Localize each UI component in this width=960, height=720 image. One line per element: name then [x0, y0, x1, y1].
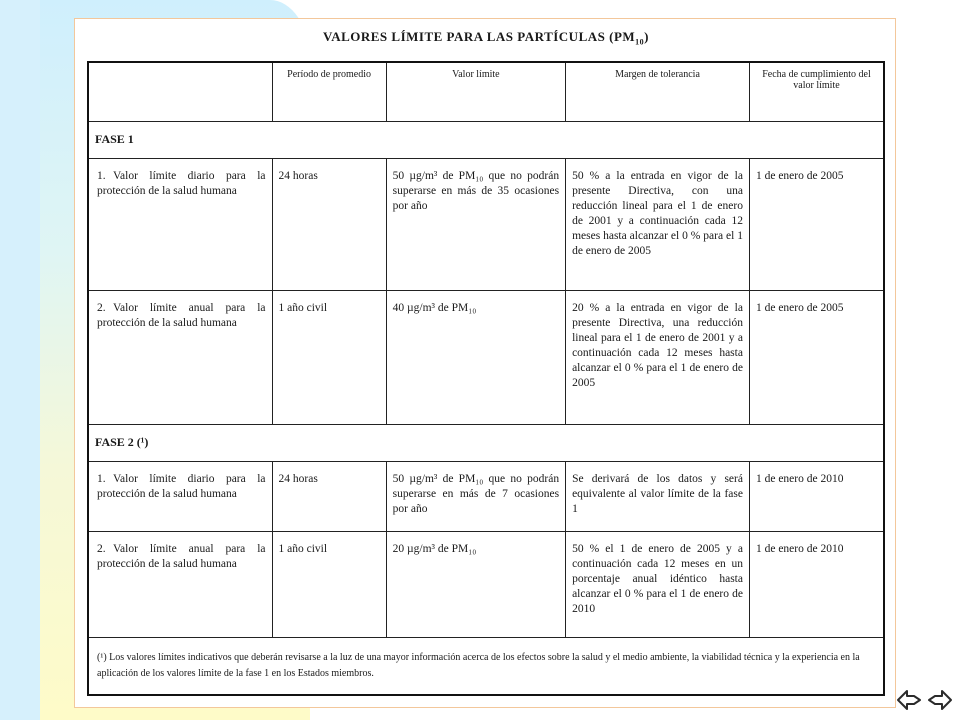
- table-row: [88, 531, 884, 637]
- table-row: [88, 290, 884, 424]
- title-close: ): [644, 29, 649, 44]
- row-desc-text: Valor límite diario para la protección de la salud humana: [97, 169, 266, 197]
- title-subscript: 10: [635, 37, 645, 47]
- header-limit-value: Valor límite: [386, 62, 565, 122]
- arrow-left-icon: [896, 689, 922, 711]
- footnote-text: (¹) Los valores límites indicativos que deberán revisarse a la luz de una mayor información acerca de los efectos sobre la salud y el medio ambiente, la viabilidad técnica y la experiencia en la aplicación de los valores límite de la fase 1 en los Estados miembros.: [88, 637, 884, 695]
- row-limit-value: 50 µg/m³ de PM₁₀ que no podrán superarse en más de 7 ocasiones por año: [386, 461, 565, 531]
- row-period: 1 año civil: [272, 531, 386, 637]
- row-tolerance: 50 % a la entrada en vigor de la presente Directiva, con una reducción lineal para el 1 de enero de 2001 y a continuación cada 12 meses hasta alcanzar el 0 % para el 1 de enero de 2005: [566, 158, 750, 290]
- row-period: 24 horas: [272, 158, 386, 290]
- phase-1-row: [88, 121, 884, 158]
- row-limit-value: 50 µg/m³ de PM₁₀ que no podrán superarse en más de 35 ocasiones por año: [386, 158, 565, 290]
- phase-1-label: FASE 1: [88, 121, 884, 158]
- phase-2-label: FASE 2 (¹): [88, 424, 884, 461]
- header-tolerance: Margen de tolerancia: [566, 62, 750, 122]
- row-date: 1 de enero de 2010: [749, 531, 884, 637]
- row-period: 24 horas: [272, 461, 386, 531]
- row-date: 1 de enero de 2010: [749, 461, 884, 531]
- header-col1: [88, 62, 272, 122]
- row-description: [88, 461, 272, 531]
- table-row: [88, 158, 884, 290]
- row-number: 2.: [97, 542, 106, 555]
- row-desc-text: Valor límite anual para la protección de la salud humana: [97, 542, 266, 570]
- row-period: 1 año civil: [272, 290, 386, 424]
- row-date: 1 de enero de 2005: [749, 158, 884, 290]
- table-row: [88, 461, 884, 531]
- row-description: [88, 531, 272, 637]
- table-title: [87, 27, 885, 61]
- nav-forward-button[interactable]: [926, 688, 954, 712]
- row-limit-value: 20 µg/m³ de PM₁₀: [386, 531, 565, 637]
- footnote-row: [88, 637, 884, 695]
- row-tolerance: 50 % el 1 de enero de 2005 y a continuación cada 12 meses en un porcentaje anual idéntico hasta alcanzar el 0 % para el 1 de enero de 2010: [566, 531, 750, 637]
- row-description: [88, 290, 272, 424]
- row-limit-value: 40 µg/m³ de PM₁₀: [386, 290, 565, 424]
- header-compliance-date: Fecha de cumplimiento del valor límite: [749, 62, 884, 122]
- arrow-right-icon: [927, 689, 953, 711]
- document-page: [87, 27, 885, 696]
- row-description: [88, 158, 272, 290]
- row-date: 1 de enero de 2005: [749, 290, 884, 424]
- phase-2-row: [88, 424, 884, 461]
- row-desc-text: Valor límite anual para la protección de la salud humana: [97, 301, 266, 329]
- row-tolerance: Se derivará de los datos y será equivalente al valor límite de la fase 1: [566, 461, 750, 531]
- row-number: 2.: [97, 301, 106, 314]
- header-period: Período de promedio: [272, 62, 386, 122]
- row-number: 1.: [97, 169, 106, 182]
- row-number: 1.: [97, 472, 106, 485]
- title-text: VALORES LÍMITE PARA LAS PARTÍCULAS (PM: [322, 29, 636, 44]
- header-row: [88, 62, 884, 122]
- limit-values-table: [87, 61, 885, 696]
- nav-back-button[interactable]: [895, 688, 923, 712]
- row-desc-text: Valor límite diario para la protección de la salud humana: [97, 472, 266, 500]
- document-image-frame: [74, 18, 896, 708]
- row-tolerance: 20 % a la entrada en vigor de la presente Directiva, una reducción lineal para el 1 de enero de 2001 y a continuación cada 12 meses hasta alcanzar el 0 % para el 1 de enero de 2005: [566, 290, 750, 424]
